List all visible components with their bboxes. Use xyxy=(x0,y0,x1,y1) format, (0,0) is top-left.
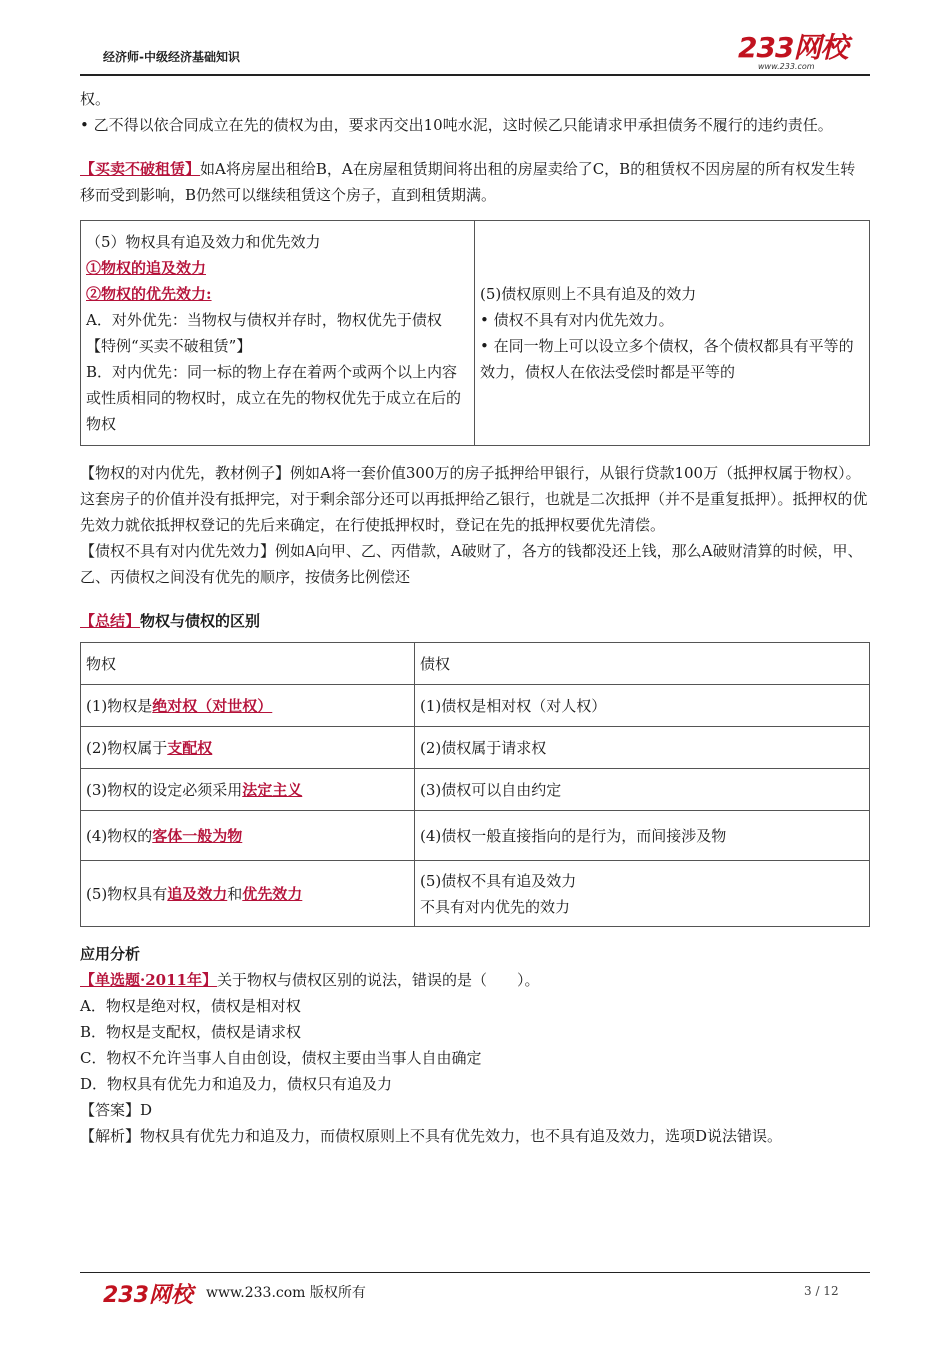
table-cell-creditor: (5)债权不具有追及效力 不具有对内优先的效力 xyxy=(415,861,870,927)
internal-priority-text: B．对内优先：同一标的物上存在着两个或两个以上内容或性质相同的物权时，成立在先的物权优先于成立在后的物权 xyxy=(86,363,462,433)
creditor-effect-line-3: • 在同一物上可以设立多个债权，各个债权都具有平等的效力，债权人在依法受偿时都是平等的 xyxy=(480,337,854,381)
option-d: D．物权具有优先力和追及力，债权只有追及力 xyxy=(80,1075,393,1093)
header-title: 经济师-中级经济基础知识 xyxy=(103,50,240,64)
question-label: 【单选题·2011年】 xyxy=(80,971,217,989)
example-lease-label: 【买卖不破租赁】 xyxy=(80,160,201,178)
table-row xyxy=(81,685,870,727)
table-cell-property: (1)物权是绝对权（对世权） xyxy=(81,685,415,727)
table-cell-creditor: (4)债权一般直接指向的是行为，而间接涉及物 xyxy=(415,811,870,861)
table-row xyxy=(81,811,870,861)
analysis-line: 【解析】物权具有优先力和追及力，而债权原则上不具有优先效力，也不具有追及效力，选项D说法错误。 xyxy=(80,1127,783,1145)
header-divider xyxy=(80,74,870,76)
table-cell-creditor: (2)债权属于请求权 xyxy=(415,727,870,769)
property-effect-heading: （5）物权具有追及效力和优先效力 xyxy=(86,233,321,251)
table-cell-property: (3)物权的设定必须采用法定主义 xyxy=(81,769,415,811)
external-priority-text: A．对外优先：当物权与债权并存时，物权优先于债权【特例“买卖不破租赁”】 xyxy=(86,311,442,355)
table-header-property: 物权 xyxy=(81,643,415,685)
application-title: 应用分析 xyxy=(80,945,141,963)
logo-url: www.233.com xyxy=(758,62,815,71)
comparison-table xyxy=(80,642,870,927)
property-effect-cell xyxy=(81,221,475,446)
creditor-example-paragraph: 【债权不具有对内优先效力】例如A向甲、乙、丙借款，A破财了，各方的钱都没还上钱，那么A破财清算的时候，甲、乙、丙债权之间没有优先的顺序，按债务比例偿还 xyxy=(80,542,863,586)
property-effect-table xyxy=(80,220,870,446)
example-lease-text: 如A将房屋出租给B，A在房屋租赁期间将出租的房屋卖给了C，B的租赁权不因房屋的所有权发生转移而受到影响，B仍然可以继续租赁这个房子，直到租赁期满。 xyxy=(80,160,856,204)
creditor-effect-cell xyxy=(475,221,870,446)
question-text: 关于物权与债权区别的说法，错误的是（ ）。 xyxy=(216,971,540,989)
table-cell-property: (4)物权的客体一般为物 xyxy=(81,811,415,861)
option-b: B．物权是支配权，债权是请求权 xyxy=(80,1023,302,1041)
intro-line-2: • 乙不得以依合同成立在先的债权为由，要求丙交出10吨水泥，这时候乙只能请求甲承担债务不履行的违约责任。 xyxy=(80,116,833,134)
table-cell-property: (5)物权具有追及效力和优先效力 xyxy=(81,861,415,927)
footer-copyright: www.233.com 版权所有 xyxy=(206,1285,366,1301)
table-cell-property: (2)物权属于支配权 xyxy=(81,727,415,769)
priority-effect-item: ②物权的优先效力: xyxy=(86,285,212,303)
table-row xyxy=(81,861,870,927)
footer-logo[interactable]: 233网校 xyxy=(103,1283,193,1308)
table-cell-creditor: (3)债权可以自由约定 xyxy=(415,769,870,811)
option-c: C．物权不允许当事人自由创设，债权主要由当事人自由确定 xyxy=(80,1049,482,1067)
intro-line-1: 权。 xyxy=(80,90,111,108)
brand-logo[interactable] xyxy=(738,31,850,74)
option-a: A．物权是绝对权，债权是相对权 xyxy=(80,997,301,1015)
table-row xyxy=(81,727,870,769)
footer-divider xyxy=(80,1272,870,1273)
table-cell-creditor: (1)债权是相对权（对人权） xyxy=(415,685,870,727)
table-header-creditor: 债权 xyxy=(415,643,870,685)
creditor-effect-line-1: (5)债权原则上不具有追及的效力 xyxy=(480,285,697,303)
creditor-effect-line-2: • 债权不具有对内优先效力。 xyxy=(480,311,674,329)
main-content xyxy=(80,86,870,1149)
example-lease-paragraph xyxy=(80,156,870,208)
summary-title: 物权与债权的区别 xyxy=(140,612,261,630)
summary-heading xyxy=(80,608,870,634)
table-row xyxy=(81,769,870,811)
mortgage-example-paragraph: 【物权的对内优先，教材例子】例如A将一套价值300万的房子抵押给甲银行，从银行贷款100万（抵押权属于物权）。这套房子的价值并没有抵押完，对于剩余部分还可以再抵押给乙银行，也就是二次抵押（并不是重复抵押）。抵押权的优先效力就依抵押权登记的先后来确定，在行使抵押权时，登记在先的抵押权要优先清偿。 xyxy=(80,464,868,534)
logo-text: 233网校 xyxy=(738,31,848,64)
question-stem xyxy=(80,967,870,993)
page-number: 3 / 12 xyxy=(804,1284,839,1298)
summary-label: 【总结】 xyxy=(80,612,141,630)
answer-line: 【答案】D xyxy=(80,1101,153,1119)
pursuit-effect-item: ①物权的追及效力 xyxy=(86,259,207,277)
